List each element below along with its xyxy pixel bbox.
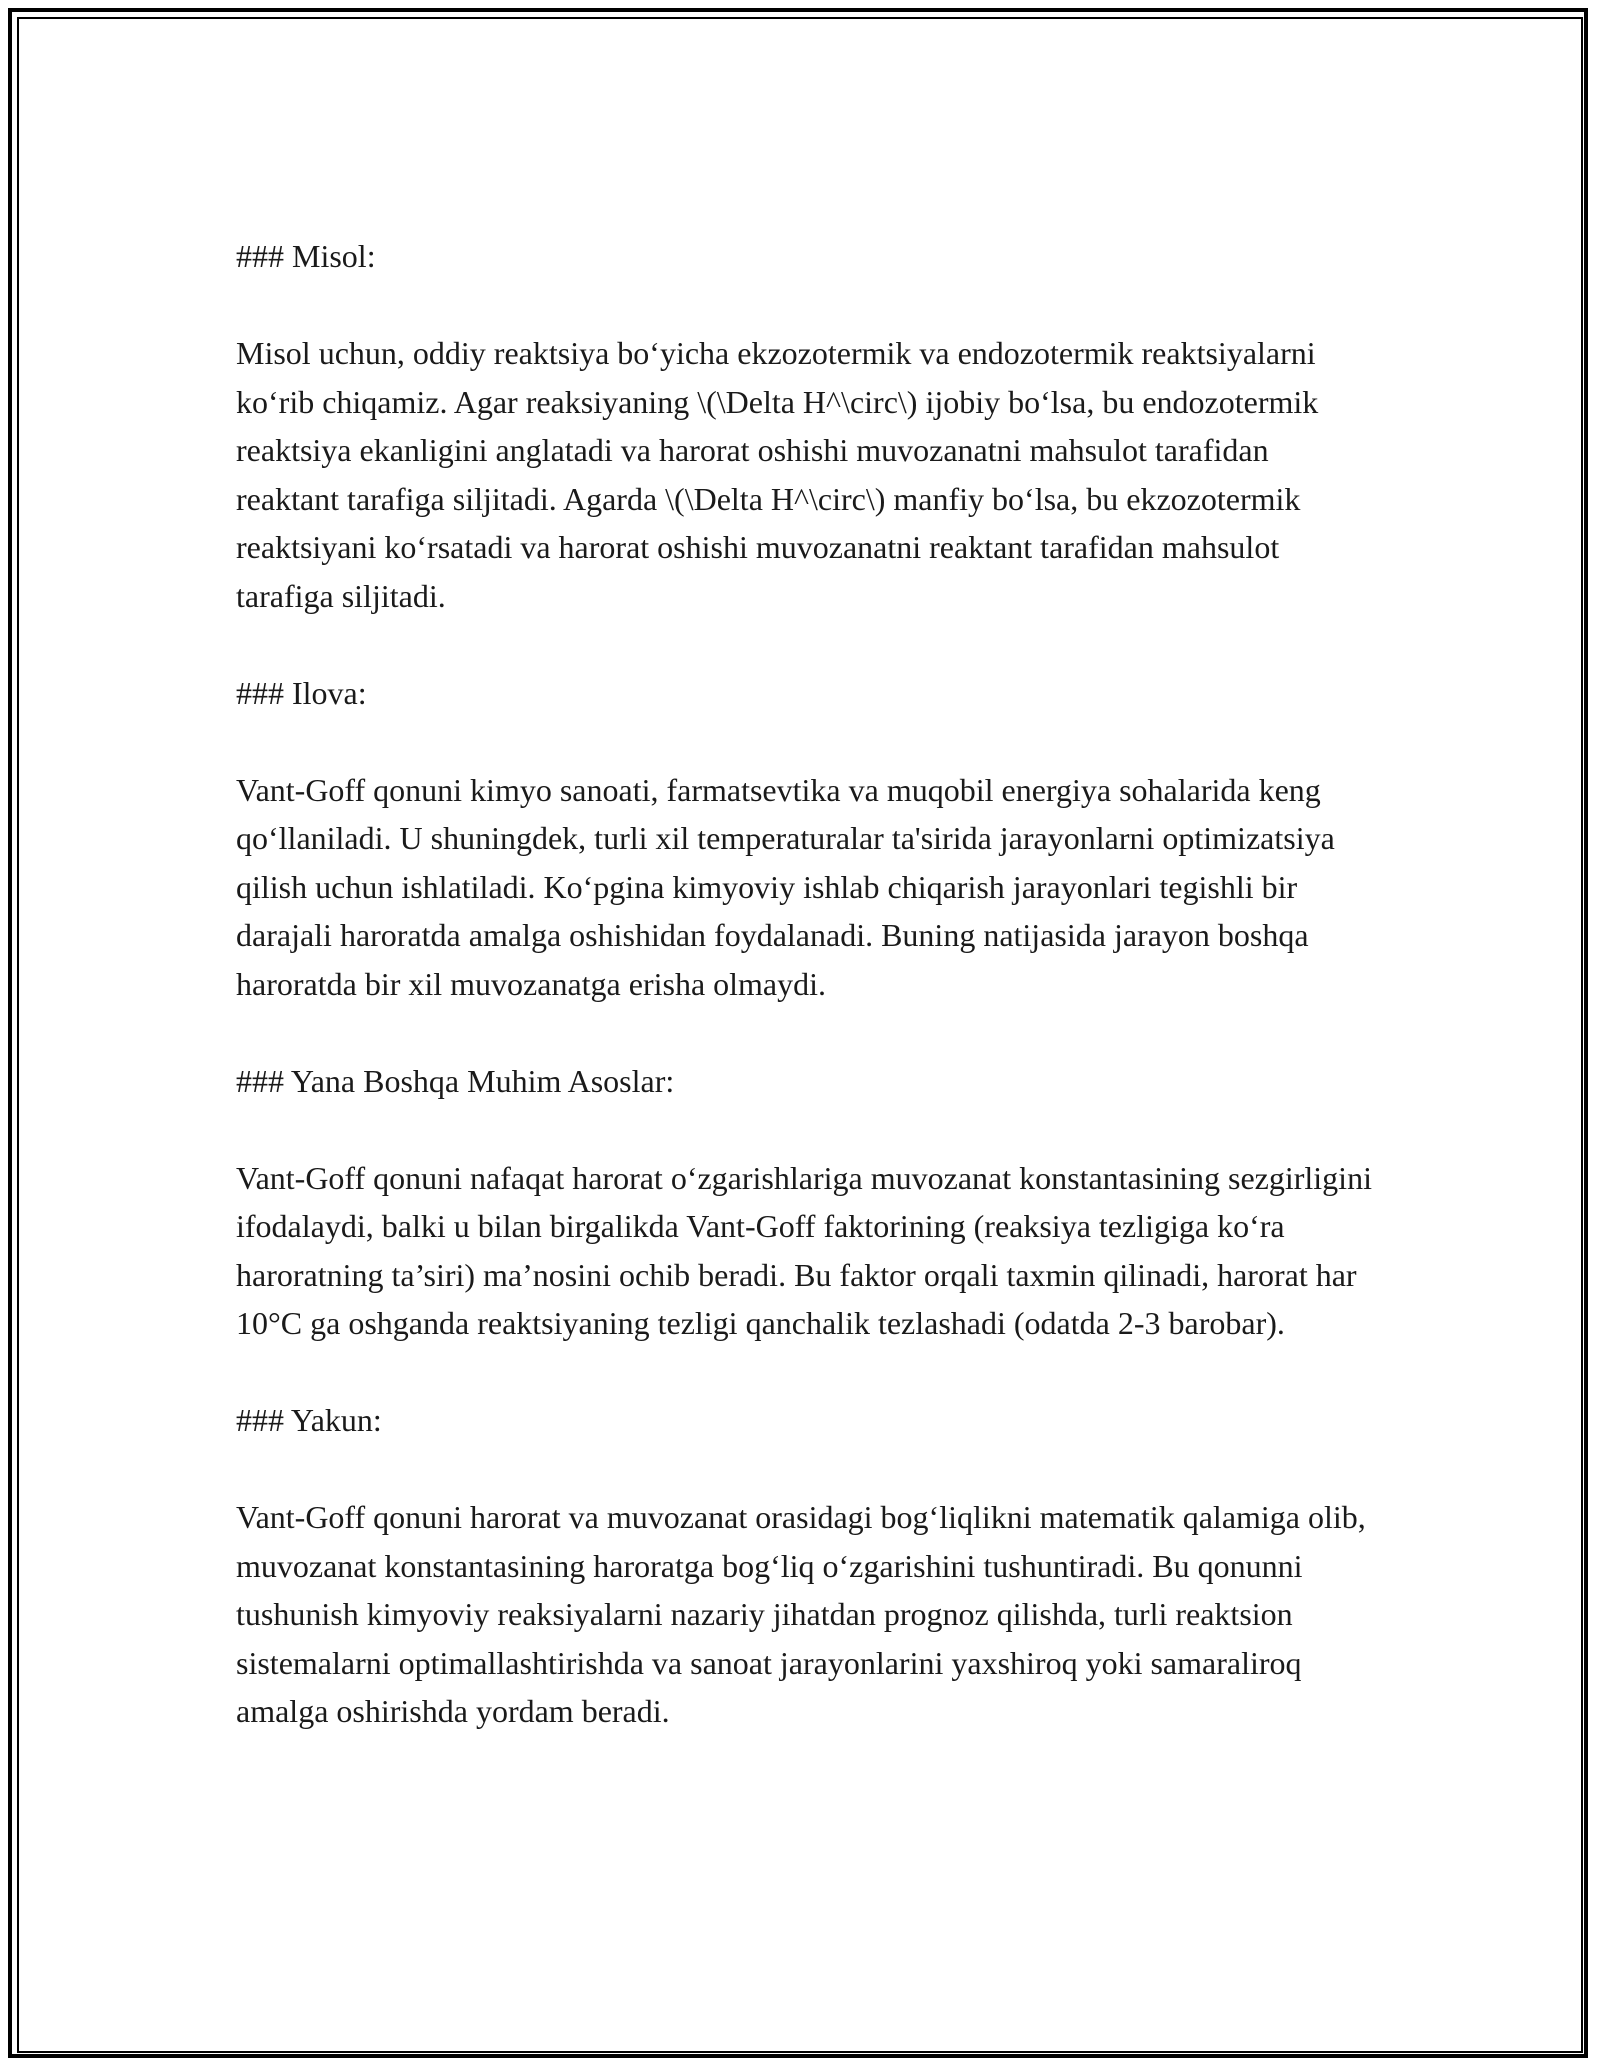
section-heading-ilova: ### Ilova: bbox=[236, 674, 367, 711]
document-body bbox=[236, 232, 1376, 1784]
section-paragraph-ilova: Vant-Goff qonuni kimyo sanoati, farmatsevtika va muqobil energiya sohalarida keng qo‘llaniladi. U shuningdek, turli xil temperaturalar ta'sirida jarayonlarni optimizatsiya qilish uchun ishlatiladi. Ko‘pgina kimyoviy ishlab chiqarish jarayonlari tegishli bir darajali haroratda amalga oshishidan foydalanadi. Buning natijasida jarayon boshqa haroratda bir xil muvozanatga erisha olmaydi. bbox=[236, 771, 1335, 1002]
section-heading-yakun: ### Yakun: bbox=[236, 1402, 382, 1438]
section-paragraph-yakun: Vant-Goff qonuni harorat va muvozanat orasidagi bog‘liqlikni matematik qalamiga olib, muvozanat konstantasining haroratga bog‘liq o‘zgarishini tushuntiradi. Bu qonunni tushunish kimyoviy reaksiyalarni nazariy jihatdan prognoz qilishda, turli reaktsion sistemalarni optimallashtirishda va sanoat jarayonlarini yaxshiroq yoki samaraliroq amalga oshirishda yordam beradi. bbox=[236, 1499, 1366, 1729]
section-heading-asoslar: ### Yana Boshqa Muhim Asoslar: bbox=[236, 1062, 675, 1099]
section-paragraph-asoslar: Vant-Goff qonuni nafaqat harorat o‘zgarishlariga muvozanat konstantasining sezgirligini ifodalaydi, balki u bilan birgalikda Vant-Goff faktorining (reaksiya tezligiga ko‘ra haroratning ta’siri) ma’nosini ochib beradi. Bu faktor orqali taxmin qilinadi, harorat har 10°C ga oshganda reaktsiyaning tezligi qanchalik tezlashadi (odatda 2-3 barobar). bbox=[236, 1159, 1372, 1341]
section-paragraph-misol: Misol uchun, oddiy reaktsiya bo‘yicha ekzozotermik va endozotermik reaktsiyalarni ko‘rib chiqamiz. Agar reaksiyaning \(\Delta H^\circ\) ijobiy bo‘lsa, bu endozotermik reaktsiya ekanligini anglatadi va harorat oshishi muvozanatni mahsulot tarafidan reaktant tarafiga siljitadi. Agarda \(\Delta H^\circ\) manfiy bo‘lsa, bu ekzozotermik reaktsiyani ko‘rsatadi va harorat oshishi muvozanatni reaktant tarafidan mahsulot tarafiga siljitadi. bbox=[236, 335, 1319, 614]
section-heading-misol: ### Misol: bbox=[236, 238, 376, 274]
